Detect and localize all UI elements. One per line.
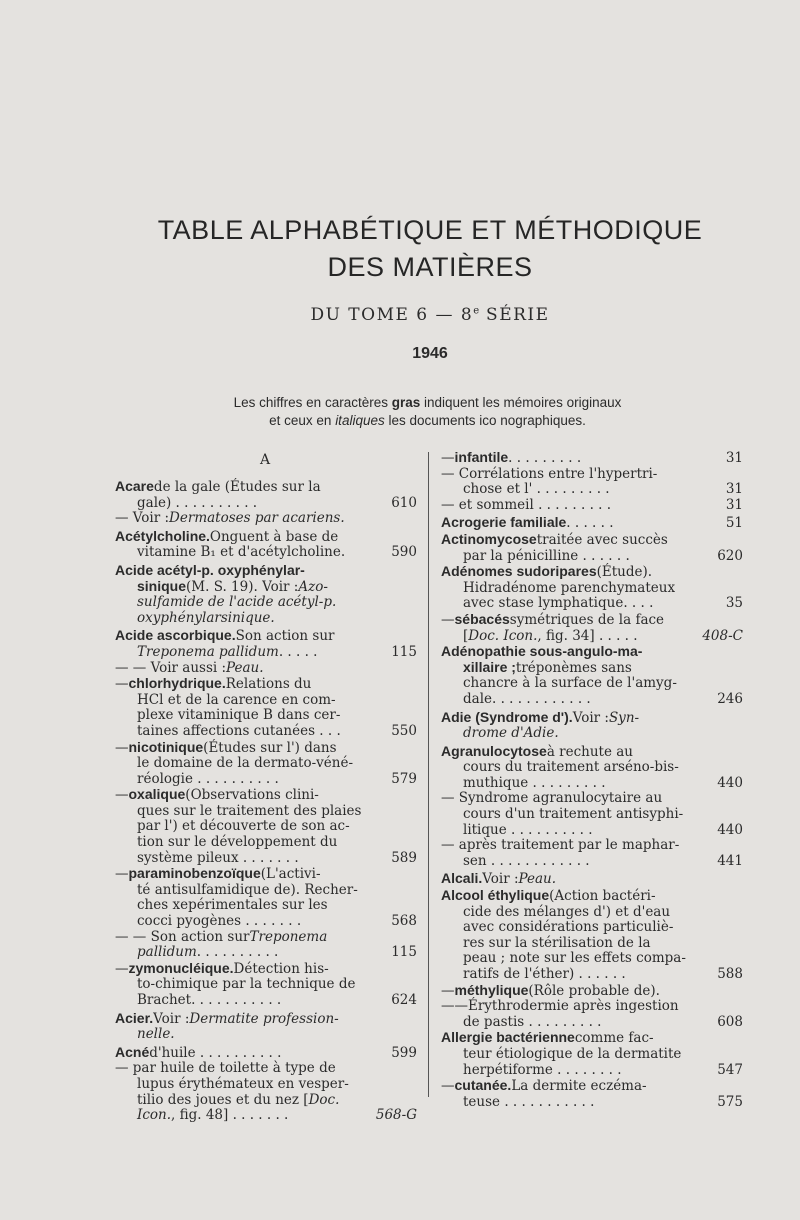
entry-heading: xillaire ;: [463, 658, 516, 675]
entry-text: Onguent à base de: [209, 528, 339, 545]
entry-heading: cutanée.: [454, 1077, 512, 1094]
index-entry-acrogerie: [441, 515, 743, 532]
entry-text: — par huile de toilette à type de: [115, 1060, 336, 1077]
index-entry-son-action: [115, 930, 417, 961]
section-letter: A: [259, 452, 271, 468]
page-number: 115: [391, 944, 417, 961]
entry-text: système pileux . . . . . . .: [137, 849, 299, 866]
entry-text: — — Son action sur: [115, 928, 250, 945]
index-entry-actinomycose: [441, 532, 743, 564]
entry-heading: Alcali.: [441, 870, 483, 887]
page-number: 115: [391, 643, 417, 660]
index-entry-allergie: [441, 1030, 743, 1078]
entry-text: Son action sur: [235, 628, 335, 645]
index-entry-paraminobenzoique: — paraminobenzoïque (L'activi- té antisulfamidique de). Recher- ches xepérimentales sur les cocci pyogènes . . . . . . . 568: [115, 865, 417, 930]
index-entry-chlorhydrique: — chlorhydrique. Relations du HCl et de la carence en com- plexe vitaminique B dans cer- taines affections cutanées . . . 550: [115, 675, 417, 739]
typography-note: [0, 394, 800, 430]
entry-text: tréponèmes sans: [515, 659, 632, 676]
page-number: 624: [391, 992, 417, 1008]
index-entry-adie: [441, 710, 743, 742]
entry-text: Détection his-: [233, 960, 329, 977]
entry-text: teur étiologique de la dermatite: [463, 1045, 682, 1062]
entry-text: — — Voir aussi :: [115, 659, 227, 676]
index-entry-agranulocytose: [441, 744, 743, 870]
index-column-right: [441, 450, 743, 1110]
entry-heading: Agranulocytose: [441, 742, 547, 759]
entry-text: dale. . . . . . . . . . . .: [463, 690, 591, 707]
entry-text: cours d'un traitement antisyphi-: [463, 806, 684, 823]
entry-italic: Doc.: [308, 1091, 340, 1108]
entry-text: muthique . . . . . . . . .: [463, 774, 606, 791]
entry-text: — Syndrome agranulocytaire au: [441, 790, 663, 807]
page-number: 31: [725, 496, 743, 513]
index-entry-sebaces: — sébacés symétriques de la face [ Doc. Icon. , fig. 34] . . . . . 408-C: [441, 610, 743, 644]
entry-text: , fig. 34] . . . . .: [537, 627, 638, 644]
index-column-left: [115, 479, 417, 1124]
note-text: Les chiffres en caractères: [233, 395, 392, 410]
leader-dots: . . . . .: [278, 643, 318, 660]
note-bold: gras: [391, 395, 421, 410]
entry-text: La dermite eczéma-: [511, 1078, 647, 1095]
entry-text: Brachet. . . . . . . . . . .: [137, 992, 282, 1008]
entry-text: tilio des joues et du nez [: [137, 1091, 309, 1108]
entry-text: — et sommeil . . . . . . . . .: [441, 496, 612, 513]
note-text: indiquent les mémoires originaux: [420, 395, 622, 410]
entry-heading: Acné: [115, 1043, 150, 1060]
entry-heading: Acide acétyl-p. oxyphénylar-: [115, 561, 305, 578]
entry-text: cours du traitement arséno-bis-: [463, 759, 679, 776]
page-number: 440: [717, 774, 743, 791]
index-entry-zymonucleique: — zymonucléique. Détection his- to-chimique par la technique de Brachet. . . . . . . . . . . 624: [115, 959, 417, 1008]
index-entry-infantile: — infantile . . . . . . . . . 31 — Corrélations entre l'hypertri- chose et l' . . . . . . . . . 31 — et sommeil . . . . . . . . . 31: [441, 449, 743, 513]
leader-dots: . . . . . . . . . .: [196, 944, 279, 961]
entry-heading: Actinomycose: [441, 530, 537, 547]
entry-italic: Icon.: [137, 1107, 172, 1124]
entry-heading: méthylique: [454, 981, 529, 998]
entry-text: taines affections cutanées . . .: [137, 722, 341, 739]
page-number: 610: [391, 494, 417, 511]
page-number: 440: [717, 821, 743, 838]
entry-text: chose et l' . . . . . . . . .: [463, 481, 610, 498]
page-number: 579: [391, 770, 417, 787]
index-entry-alcali: [441, 871, 743, 888]
entry-text: ratifs de l'éther) . . . . . .: [463, 966, 626, 982]
entry-text: herpétiforme . . . . . . . .: [463, 1061, 622, 1078]
entry-heading: Acier.: [115, 1009, 154, 1026]
index-entry-methylique: — méthylique (Rôle probable de). ——Érythrodermie après ingestion de pastis . . . . . . . . . 608: [441, 981, 743, 1030]
entry-heading: chlorhydrique.: [128, 675, 226, 692]
entry-text: à rechute au: [546, 743, 633, 760]
entry-italic: oxyphénylarsinique.: [137, 609, 275, 626]
entry-text: avec considérations particuliè-: [463, 919, 674, 936]
entry-text: to-chimique par la technique de: [137, 976, 356, 993]
page-number: 246: [717, 690, 743, 707]
entry-text: (Action bactéri-: [549, 888, 656, 905]
page-number: 550: [391, 722, 417, 739]
page-number: 599: [391, 1044, 417, 1061]
entry-heading: Acide ascorbique.: [115, 627, 236, 644]
entry-text: par l') et découverte de son ac-: [137, 818, 350, 835]
entry-italic: nelle.: [137, 1026, 175, 1043]
column-divider: [428, 452, 429, 1097]
entry-text: lupus érythémateux en vesper-: [137, 1075, 349, 1092]
entry-italic: pallidum: [137, 944, 197, 961]
index-entry-adenomes: [441, 564, 743, 612]
note-text: et ceux en: [269, 413, 336, 428]
entry-text: Hidradénome parenchymateux: [463, 579, 676, 596]
page-number: 575: [717, 1093, 743, 1110]
entry-italic: Dermatoses par acariens.: [169, 510, 345, 527]
entry-text: de la gale (Études sur la: [153, 479, 321, 495]
entry-text: Voir :: [153, 1010, 190, 1027]
entry-italic: Treponema pallidum: [137, 643, 279, 660]
entry-italic: Peau.: [518, 871, 557, 888]
tome-suffix: SÉRIE: [479, 305, 550, 325]
entry-heading: sébacés: [454, 610, 510, 627]
index-entry-acide-ascorbique: [115, 628, 417, 676]
entry-text: HCl et de la carence en com-: [137, 691, 336, 708]
entry-heading: paraminobenzoïque: [128, 865, 261, 882]
entry-text: chancre à la surface de l'amyg-: [463, 675, 677, 692]
index-entry-nicotinique: — nicotinique (Études sur l') dans le domaine de la dermato-véné- réologie . . . . . . . . . . 579: [115, 738, 417, 787]
entry-heading: sinique: [137, 577, 187, 594]
entry-text: Voir :: [572, 709, 609, 726]
index-entry-oxalique: — oxalique (Observations clini- ques sur le traitement des plaies par l') et découverte de son ac- tion sur le développement du système pileux . . . . . . . 589: [115, 786, 417, 866]
entry-text: — Corrélations entre l'hypertri-: [441, 465, 658, 482]
entry-text: réologie . . . . . . . . . .: [137, 770, 279, 787]
entry-text: teuse . . . . . . . . . . .: [463, 1093, 595, 1110]
index-entry-acetylcholine: [115, 529, 417, 561]
note-italic: italiques: [335, 413, 385, 428]
entry-text: res sur la stérilisation de la: [463, 934, 651, 951]
entry-text: cide des mélanges d') et d'eau: [463, 903, 671, 920]
entry-text: comme fac-: [574, 1030, 654, 1047]
entry-text: vitamine B₁ et d'acétylcholine.: [137, 544, 346, 561]
entry-text: ches xepérimentales sur les: [137, 897, 328, 914]
index-entry-acare: [115, 479, 417, 527]
page-number: 441: [717, 852, 743, 869]
entry-heading: Acrogerie familiale: [441, 514, 567, 531]
page-number: 590: [391, 544, 417, 561]
entry-italic: Azo-: [298, 578, 328, 595]
index-entry-cutanee: — cutanée. La dermite eczéma- teuse . . . . . . . . . . . 575: [441, 1077, 743, 1110]
entry-heading: Adénomes sudoripares: [441, 563, 597, 580]
entry-text: Relations du: [225, 676, 312, 693]
page-title-line1: TABLE ALPHABÉTIQUE ET MÉTHODIQUE: [157, 215, 703, 245]
entry-text: avec stase lymphatique. . . .: [463, 595, 654, 612]
entry-text: (Étude).: [596, 564, 653, 581]
page-number: 31: [725, 450, 743, 466]
page-number: 620: [717, 547, 743, 564]
entry-italic: Peau.: [226, 659, 264, 676]
entry-text: sen . . . . . . . . . . . .: [463, 852, 590, 869]
entry-italic: drome d'Adie.: [463, 725, 559, 742]
entry-heading: zymonucléique.: [128, 959, 234, 976]
entry-heading: Allergie bactérienne: [441, 1029, 575, 1046]
tome-superscript: e: [473, 305, 480, 317]
entry-text: (L'activi-: [260, 866, 321, 883]
entry-heading: Acare: [115, 478, 154, 494]
tome-line: [0, 305, 800, 325]
page-number: 35: [725, 595, 743, 612]
entry-heading: Adie (Syndrome d').: [441, 708, 573, 725]
entry-heading: Alcool éthylique: [441, 887, 550, 904]
entry-heading: nicotinique: [128, 738, 204, 755]
entry-text: — Voir :: [115, 510, 170, 527]
entry-text: plexe vitaminique B dans cer-: [137, 707, 341, 724]
page-number: 608: [717, 1013, 743, 1030]
entry-text: par la pénicilline . . . . . .: [463, 547, 630, 564]
entry-text: gale) . . . . . . . . . .: [137, 494, 258, 511]
entry-text: (Études sur l') dans: [203, 739, 337, 756]
entry-text: [: [463, 627, 469, 644]
page-number: 547: [717, 1061, 743, 1078]
entry-italic: Treponema: [249, 928, 328, 945]
entry-heading: oxalique: [128, 786, 186, 803]
entry-text: d'huile . . . . . . . . . .: [149, 1044, 282, 1061]
index-entry-acide-acetyl: [115, 563, 417, 626]
page-number: 589: [391, 849, 417, 866]
entry-heading: Adénopathie sous-angulo-ma-: [441, 643, 643, 660]
entry-text: le domaine de la dermato-véné-: [137, 755, 353, 772]
entry-text: — après traitement par le maphar-: [441, 837, 680, 854]
index-entry-acier: [115, 1011, 417, 1043]
page-number: 568: [391, 913, 417, 930]
entry-text: peau ; note sur les effets compa-: [463, 950, 686, 967]
entry-text: symétriques de la face: [509, 611, 665, 628]
entry-text: té antisulfamidique de). Recher-: [137, 881, 358, 898]
entry-italic: Syn-: [608, 709, 640, 726]
page-number: 588: [717, 966, 743, 982]
entry-text: Voir :: [482, 871, 519, 888]
entry-text: (Observations clini-: [185, 787, 319, 804]
entry-text: litique . . . . . . . . . .: [463, 821, 593, 838]
entry-italic: Dermatite profession-: [189, 1010, 339, 1027]
entry-text: ques sur le traitement des plaies: [137, 802, 362, 819]
entry-text: ——Érythrodermie après ingestion: [441, 998, 679, 1015]
page-title-line2: DES MATIÈRES: [327, 252, 533, 282]
entry-italic: Doc. Icon.: [468, 627, 538, 644]
entry-text: traitée avec succès: [536, 531, 668, 548]
leader-dots: . . . . . . . . .: [508, 450, 582, 466]
page-number: 51: [725, 515, 743, 532]
tome-prefix: DU TOME 6 — 8: [310, 305, 474, 325]
entry-text: (Rôle probable de).: [528, 982, 660, 999]
entry-text: (M. S. 19). Voir :: [186, 578, 299, 595]
entry-heading: Acétylcholine.: [115, 527, 210, 544]
index-entry-acne: [115, 1045, 417, 1124]
page-number: 568-G: [375, 1107, 417, 1124]
index-entry-alcool-ethylique: [441, 888, 743, 983]
entry-text: tion sur le développement du: [137, 834, 338, 851]
page-number: 408-C: [702, 627, 743, 644]
entry-text: cocci pyogènes . . . . . . .: [137, 913, 302, 930]
year: 1946: [412, 345, 448, 362]
note-text: les documents ico nographiques.: [384, 413, 586, 428]
entry-heading: infantile: [454, 449, 509, 465]
leader-dots: . . . . . .: [566, 515, 614, 532]
entry-text: , fig. 48] . . . . . . .: [171, 1107, 289, 1124]
page-number: 31: [725, 481, 743, 498]
entry-italic: sulfamide de l'acide acétyl-p.: [137, 594, 337, 611]
entry-text: de pastis . . . . . . . . .: [463, 1013, 602, 1030]
index-entry-adenopathie: [441, 644, 743, 707]
